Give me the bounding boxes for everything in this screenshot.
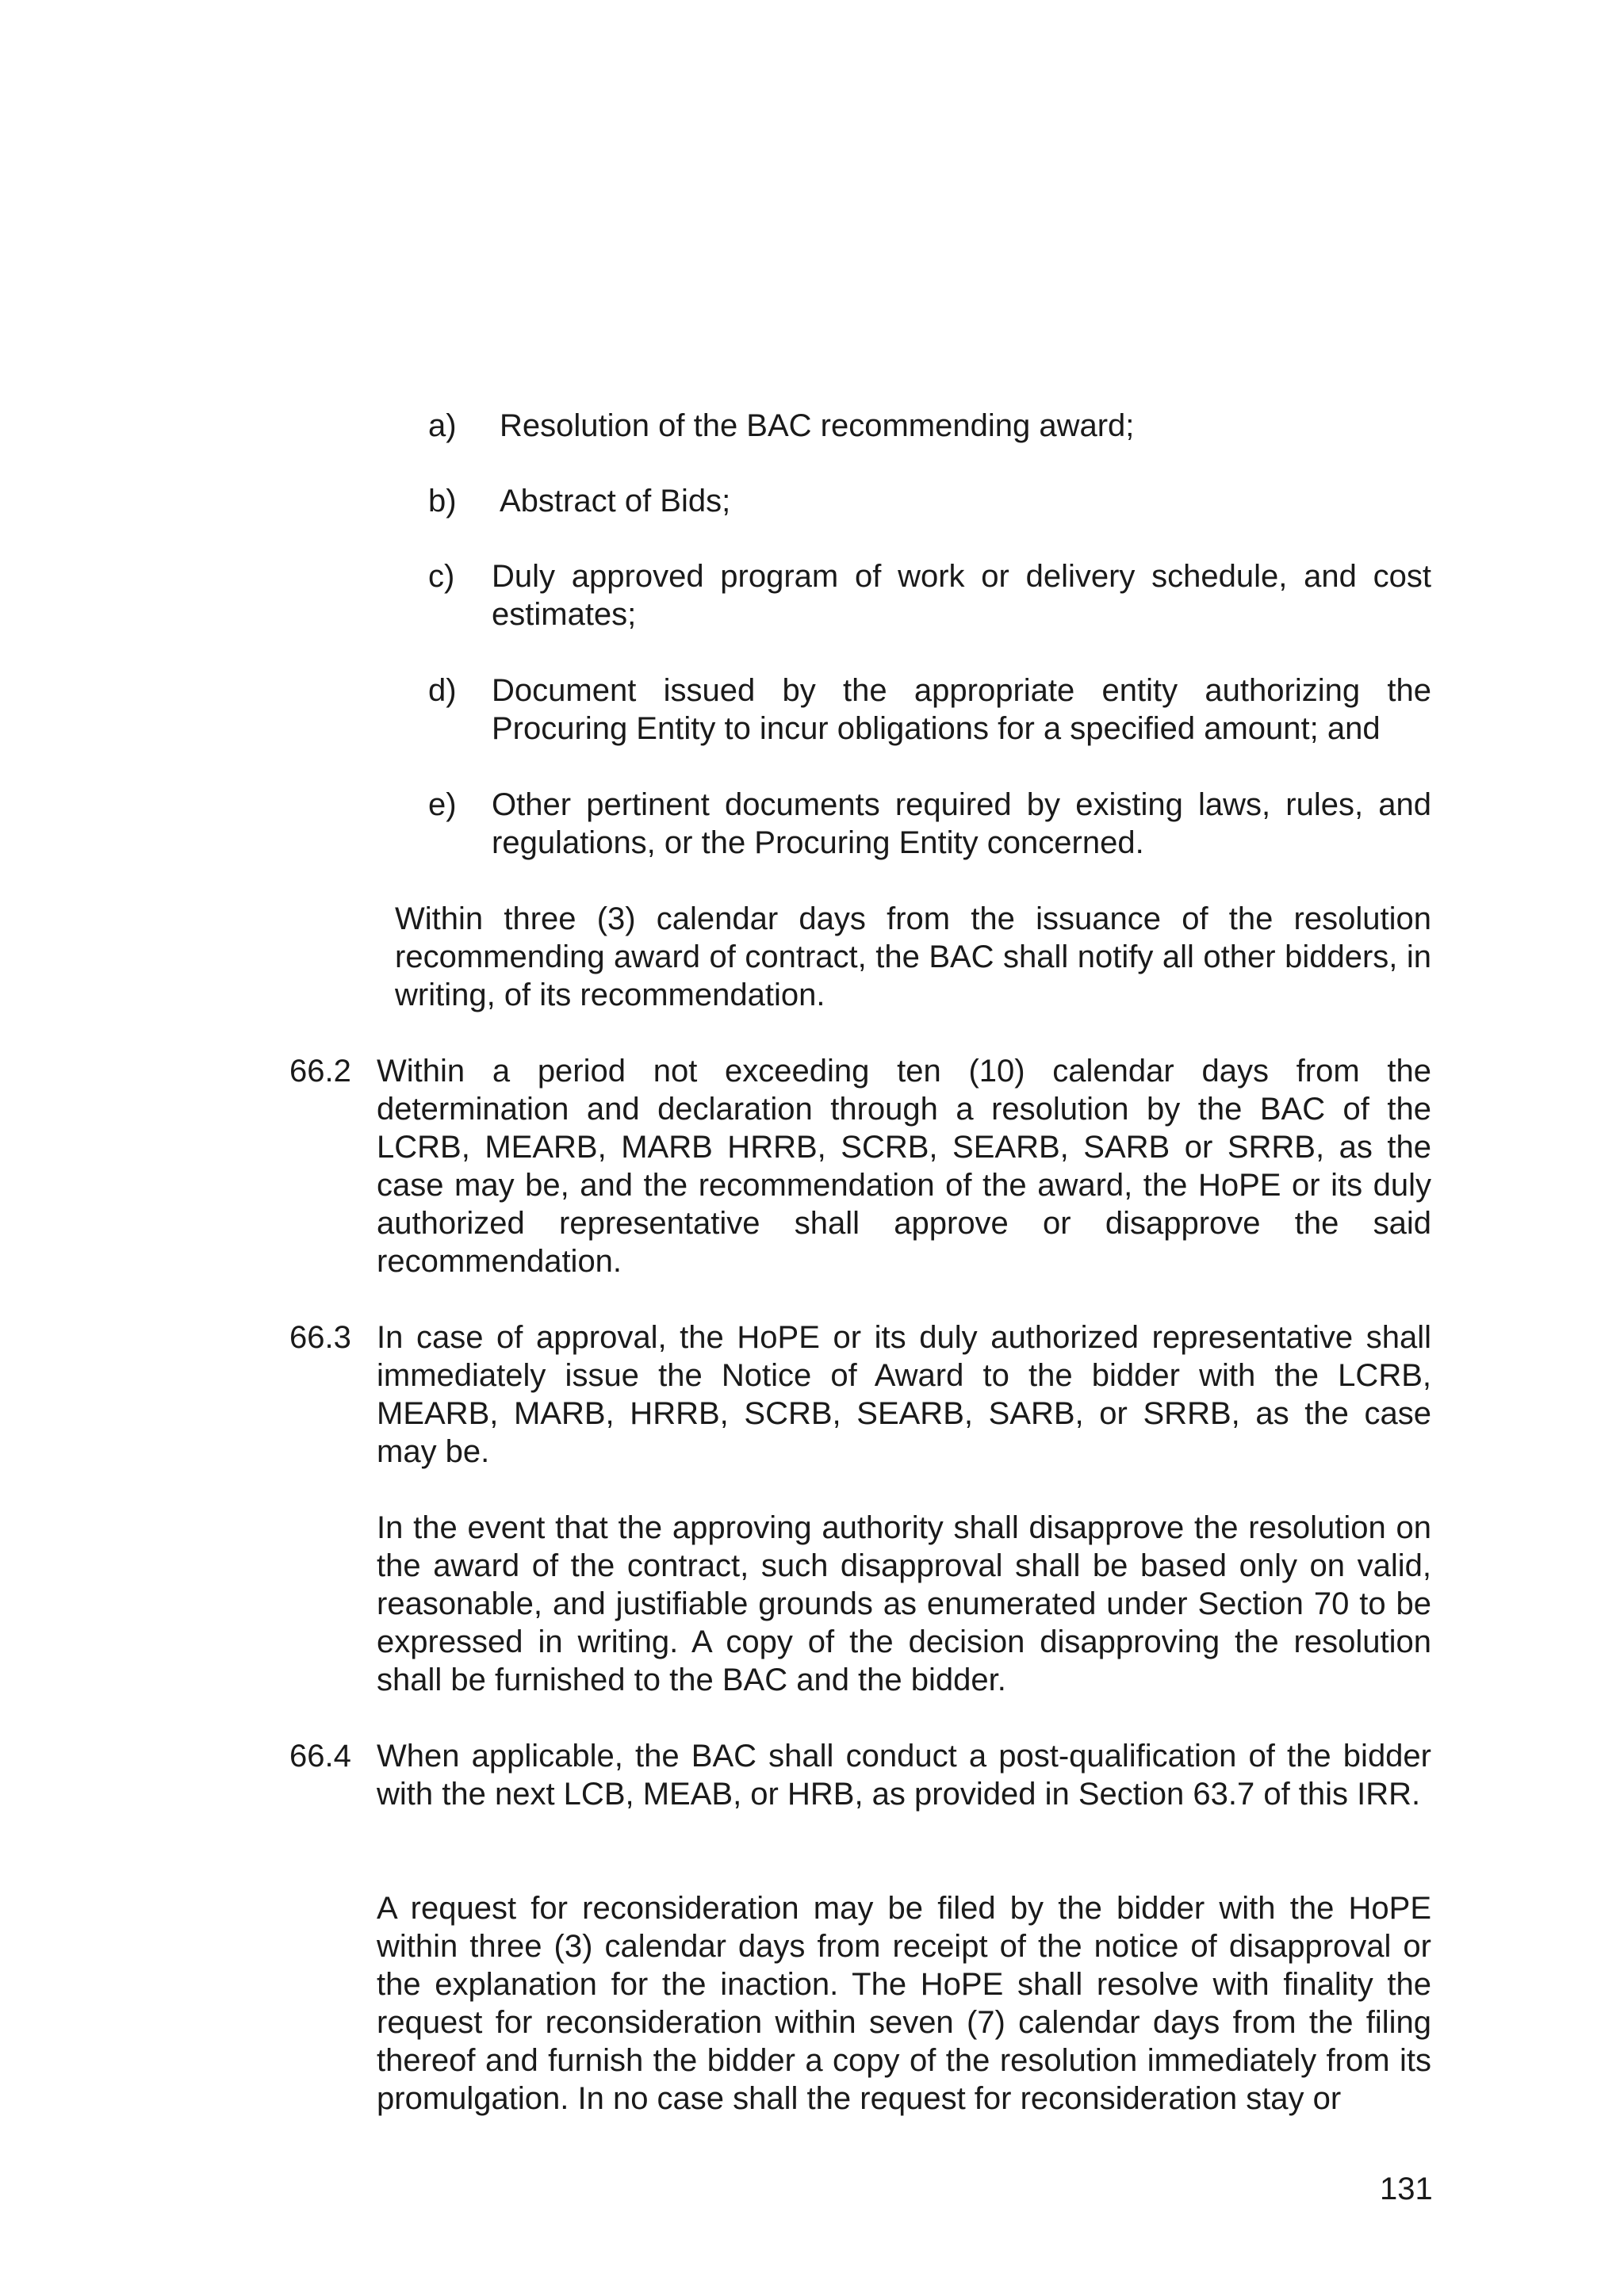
section-number: 66.2 bbox=[289, 1054, 351, 1089]
list-letter: d) bbox=[428, 673, 457, 708]
list-item-text: Abstract of Bids; bbox=[500, 484, 731, 519]
list-item-text: Other pertinent documents required by existing laws, rules, and regulations, or the Procuring Entity concerned. bbox=[492, 787, 1431, 860]
section-number: 66.4 bbox=[289, 1739, 351, 1774]
list-letter: e) bbox=[428, 787, 457, 822]
section-number: 66.3 bbox=[289, 1320, 351, 1355]
list-item-text: Resolution of the BAC recommending award; bbox=[500, 408, 1135, 443]
section-text: When applicable, the BAC shall conduct a post-qualification of the bidder with the next LCB, MEAB, or HRB, as provided in Section 63.7 of this IRR. bbox=[377, 1739, 1431, 1812]
notify-paragraph: Within three (3) calendar days from the issuance of the resolution recommending award of contract, the BAC shall notify all other bidders, in writing, of its recommendation. bbox=[395, 901, 1431, 1012]
section-text: In case of approval, the HoPE or its duly authorized representative shall immediately issue the Notice of Award to the bidder with the LCRB, MEARB, MARB, HRRB, SCRB, SEARB, SARB, or SRRB, as the case may be. bbox=[377, 1320, 1431, 1469]
list-item-text: Document issued by the appropriate entity authorizing the Procuring Entity to incur obligations for a specified amount; and bbox=[492, 673, 1431, 746]
list-letter: c) bbox=[428, 559, 455, 594]
section-paragraph: In the event that the approving authority shall disapprove the resolution on the award of the contract, such disapproval shall be based only on valid, reasonable, and justifiable grounds as enumerated under Section 70 to be expressed in writing. A copy of the decision disapproving the resolution shall be furnished to the BAC and the bidder. bbox=[377, 1510, 1431, 1697]
section-paragraph: A request for reconsideration may be filed by the bidder with the HoPE within three (3) calendar days from receipt of the notice of disapproval or the explanation for the inaction. The HoPE shall resolve with finality the request for reconsideration within seven (7) calendar days from the filing thereof and furnish the bidder a copy of the resolution immediately from its promulgation. In no case shall the request for reconsideration stay or bbox=[377, 1891, 1431, 2116]
list-item-text: Duly approved program of work or delivery schedule, and cost estimates; bbox=[492, 559, 1431, 632]
section-text: Within a period not exceeding ten (10) calendar days from the determination and declaration through a resolution by the BAC of the LCRB, MEARB, MARB HRRB, SCRB, SEARB, SARB or SRRB, as the case may be, and the recommendation of the award, the HoPE or its duly authorized representative shall approve or disapprove the said recommendation. bbox=[377, 1054, 1431, 1279]
list-letter: b) bbox=[428, 484, 457, 519]
list-letter: a) bbox=[428, 408, 457, 443]
page-number: 131 bbox=[1380, 2172, 1433, 2206]
